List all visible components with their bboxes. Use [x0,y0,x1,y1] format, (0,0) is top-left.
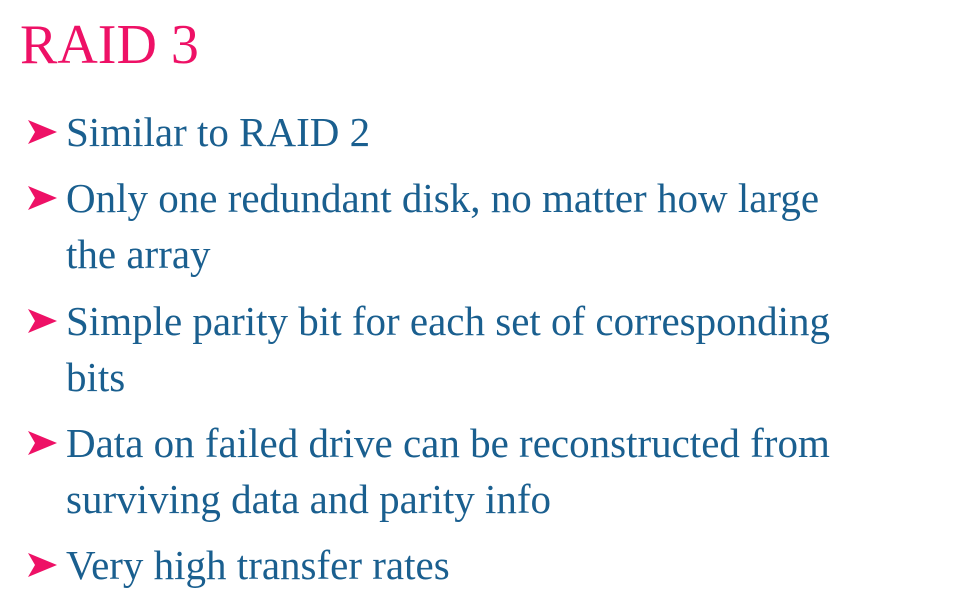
bullet-line: Similar to RAID 2 [66,109,371,155]
bullet-item [24,104,944,160]
bullet-text [66,104,370,160]
bullet-line: Simple parity bit for each set of corresponding [66,298,830,344]
slide-title: RAID 3 [20,14,199,76]
bullet-line: Data on failed drive can be reconstructed from [66,420,830,466]
bullet-item [24,170,944,282]
arrow-bullet-icon [24,537,66,593]
bullet-line: bits [66,354,126,400]
bullet-line: Only one redundant disk, no matter how large [66,175,820,221]
arrow-bullet-icon [24,293,66,349]
bullet-text [66,170,819,282]
arrow-bullet-icon [24,104,66,160]
bullet-line: Very high transfer rates [66,542,450,588]
bullet-item [24,415,944,527]
bullet-text [66,537,450,593]
arrow-bullet-icon [24,415,66,471]
bullet-line: surviving data and parity info [66,476,552,522]
arrow-bullet-icon [24,170,66,226]
bullet-text [66,415,830,527]
bullet-item [24,293,944,405]
bullet-line: the array [66,231,211,277]
bullet-text [66,293,830,405]
bullet-item [24,537,944,593]
